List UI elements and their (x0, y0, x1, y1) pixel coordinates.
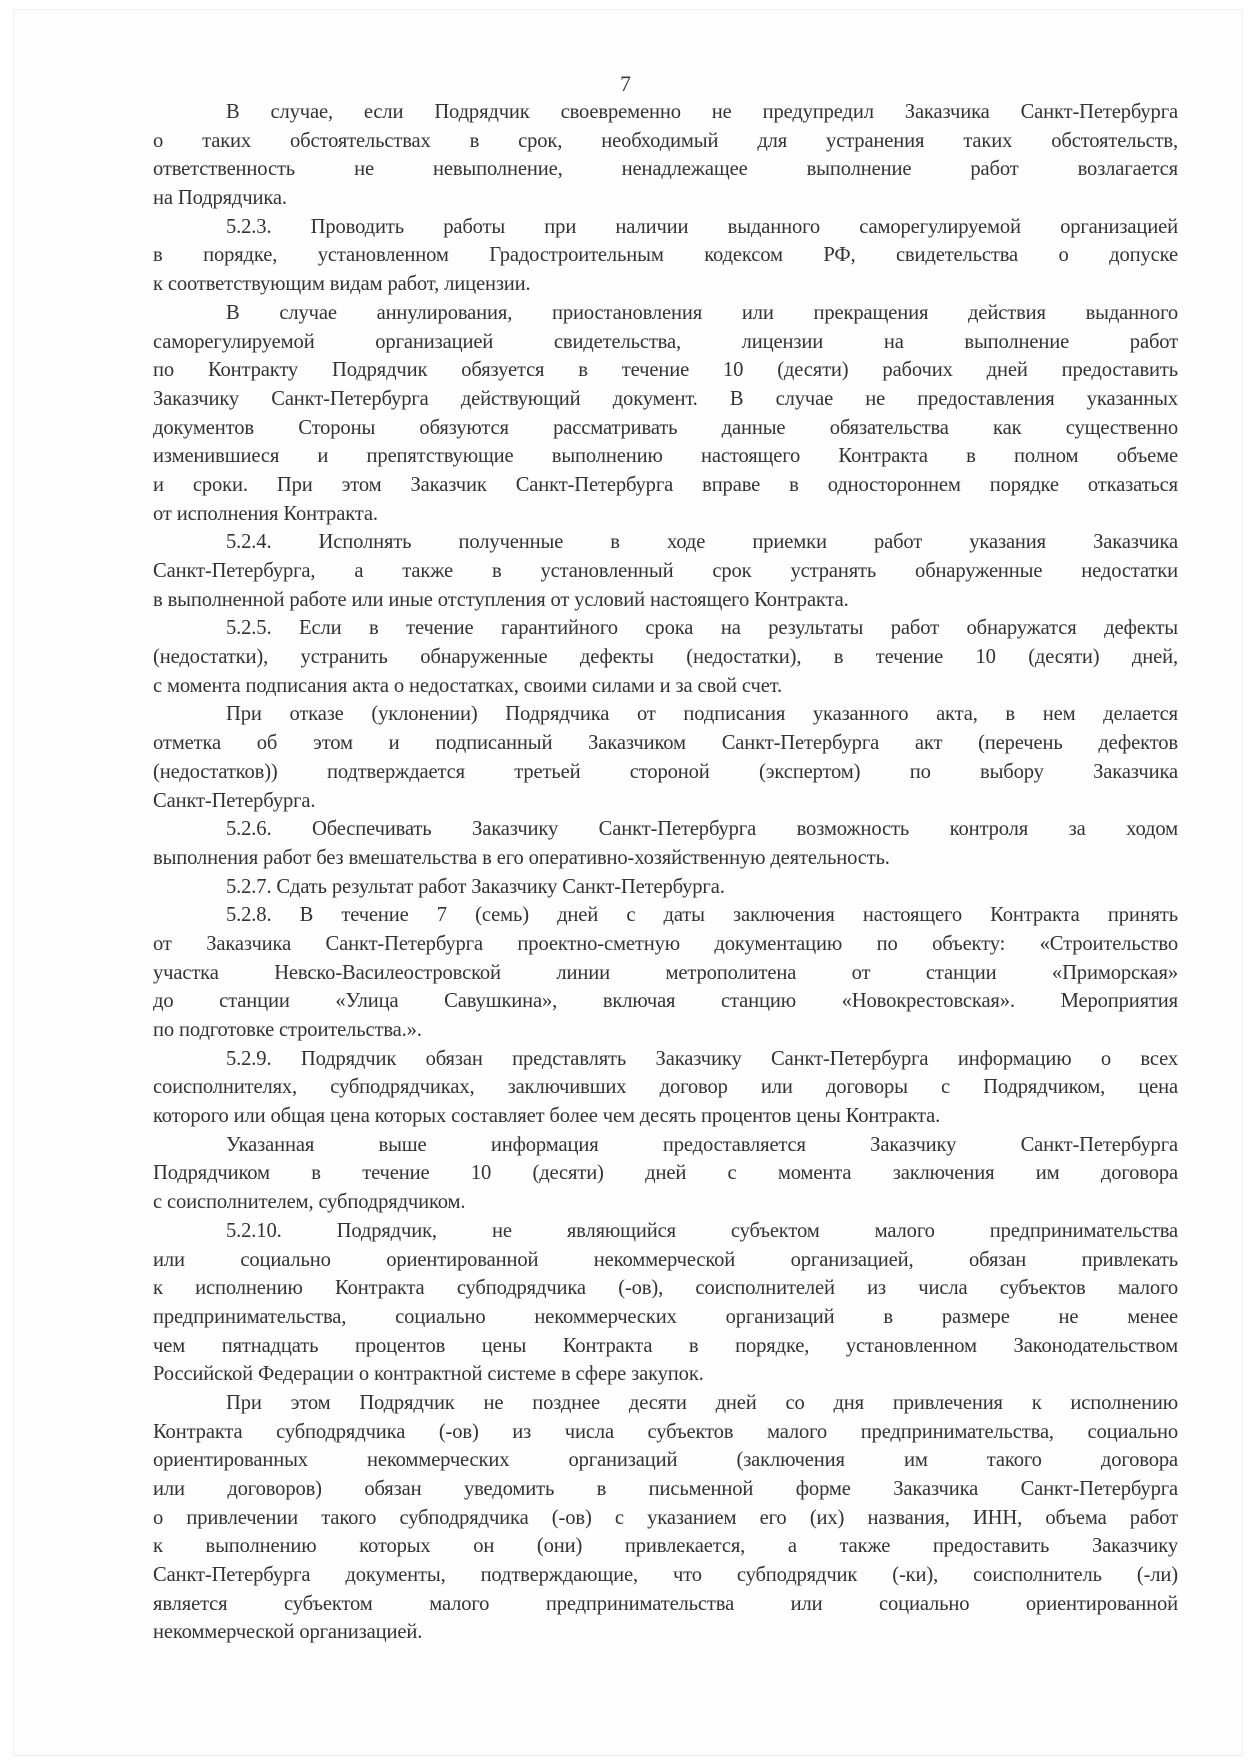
text-line: 5.2.7. Сдать результат работ Заказчику Санкт-Петербурга. (226, 875, 725, 898)
text-line: участка Невско-Василеостровской линии метрополитена от станции «Приморская» (153, 961, 1178, 984)
text-line: по подготовке строительства.». (153, 1019, 422, 1041)
text-line: в выполненной работе или иные отступления от условий настоящего Контракта. (153, 588, 849, 611)
text-line: до станции «Улица Савушкина», включая станцию «Новокрестовская». Мероприятия (153, 990, 1178, 1013)
page-number: 7 (620, 71, 631, 96)
document-body (153, 98, 1178, 1647)
text-line: 5.2.9. Подрядчик обязан представлять Заказчику Санкт-Петербурга информацию о всех (226, 1047, 1178, 1070)
text-line: к исполнению Контракта субподрядчика (-ов), соисполнителей из числа субъектов малого (153, 1277, 1178, 1300)
text-line: или договоров) обязан уведомить в письменной форме Заказчика Санкт-Петербурга (153, 1478, 1178, 1500)
text-line: Санкт-Петербурга документы, подтверждающие, что субподрядчик (-ки), соисполнитель (-ли) (153, 1564, 1178, 1587)
text-line: отметка об этом и подписанный Заказчиком Санкт-Петербурга акт (перечень дефектов (153, 732, 1178, 755)
text-line: При отказе (уклонении) Подрядчика от подписания указанного акта, в нем делается (226, 703, 1178, 726)
text-line: 5.2.4. Исполнять полученные в ходе приемки работ указания Заказчика (226, 531, 1178, 554)
text-line: с соисполнителем, субподрядчиком. (153, 1191, 466, 1214)
text-line: о привлечении такого субподрядчика (-ов) с указанием его (их) названия, ИНН, объема работ (153, 1506, 1178, 1529)
text-line: Подрядчиком в течение 10 (десяти) дней с момента заключения им договора (153, 1162, 1178, 1185)
text-line: Указанная выше информация предоставляется Заказчику Санкт-Петербурга (226, 1133, 1178, 1156)
text-line: по Контракту Подрядчик обязуется в течение 10 (десяти) рабочих дней предоставить (153, 359, 1178, 382)
text-line: (недостатки), устранить обнаруженные дефекты (недостатки), в течение 10 (десяти) дней, (153, 646, 1178, 669)
text-line: 5.2.3. Проводить работы при наличии выданного саморегулируемой организацией (226, 215, 1178, 238)
text-line: на Подрядчика. (153, 187, 287, 210)
text-line: от Заказчика Санкт-Петербурга проектно-сметную документацию по объекту: «Строительство (153, 932, 1178, 955)
text-line: ориентированных некоммерческих организаций (заключения им такого договора (153, 1449, 1178, 1472)
text-line: 5.2.6. Обеспечивать Заказчику Санкт-Петербурга возможность контроля за ходом (226, 818, 1178, 841)
text-line: Санкт-Петербурга. (153, 789, 316, 812)
text-line: 5.2.10. Подрядчик, не являющийся субъектом малого предпринимательства (226, 1219, 1178, 1242)
text-line: 5.2.8. В течение 7 (семь) дней с даты заключения настоящего Контракта принять (226, 904, 1178, 927)
text-line: является субъектом малого предпринимательства или социально ориентированной (153, 1592, 1178, 1615)
text-line: с момента подписания акта о недостатках, своими силами и за свой счет. (153, 674, 782, 697)
text-line: к выполнению которых он (они) привлекается, а также предоставить Заказчику (153, 1535, 1178, 1558)
text-line: предпринимательства, социально некоммерческих организаций в размере не менее (153, 1305, 1178, 1328)
text-line: При этом Подрядчик не позднее десяти дней со дня привлечения к исполнению (226, 1391, 1178, 1414)
text-line: Российской Федерации о контрактной системе в сфере закупок. (153, 1363, 704, 1386)
text-line: в порядке, установленном Градостроительным кодексом РФ, свидетельства о допуске (153, 244, 1178, 267)
text-line: 5.2.5. Если в течение гарантийного срока на результаты работ обнаружатся дефекты (226, 617, 1178, 640)
text-line: которого или общая цена которых составляет более чем десять процентов цены Контракта. (153, 1105, 941, 1128)
text-line: и сроки. При этом Заказчик Санкт-Петербурга вправе в одностороннем порядке отказаться (153, 473, 1178, 496)
text-line: о таких обстоятельствах в срок, необходимый для устранения таких обстоятельств, (153, 129, 1178, 152)
text-line: Санкт-Петербурга, а также в установленный срок устранять обнаруженные недостатки (153, 560, 1178, 582)
text-line: выполнения работ без вмешательства в его оперативно-хозяйственную деятельность. (153, 846, 890, 869)
text-line: от исполнения Контракта. (153, 502, 378, 525)
text-line: ответственность не невыполнение, ненадлежащее выполнение работ возлагается (153, 158, 1178, 181)
text-line: изменившиеся и препятствующие выполнению настоящего Контракта в полном объеме (153, 445, 1178, 468)
text-line: В случае аннулирования, приостановления или прекращения действия выданного (226, 301, 1178, 324)
text-line: Контракта субподрядчика (-ов) из числа субъектов малого предпринимательства, социально (153, 1420, 1178, 1443)
text-line: В случае, если Подрядчик своевременно не предупредил Заказчика Санкт-Петербурга (226, 101, 1178, 123)
text-line: (недостатков)) подтверждается третьей стороной (экспертом) по выбору Заказчика (153, 760, 1178, 783)
text-line: чем пятнадцать процентов цены Контракта в порядке, установленном Законодательством (153, 1334, 1178, 1357)
text-line: саморегулируемой организацией свидетельства, лицензии на выполнение работ (153, 330, 1178, 353)
text-line: к соответствующим видам работ, лицензии. (153, 273, 531, 296)
text-line: или социально ориентированной некоммерческой организацией, обязан привлекать (153, 1248, 1178, 1271)
text-line: некоммерческой организацией. (153, 1621, 423, 1644)
text-line: документов Стороны обязуются рассматривать данные обязательства как существенно (153, 416, 1178, 439)
text-line: Заказчику Санкт-Петербурга действующий документ. В случае не предоставления указанных (153, 387, 1178, 410)
text-line: соисполнителях, субподрядчиках, заключивших договор или договоры с Подрядчиком, цена (153, 1076, 1178, 1099)
